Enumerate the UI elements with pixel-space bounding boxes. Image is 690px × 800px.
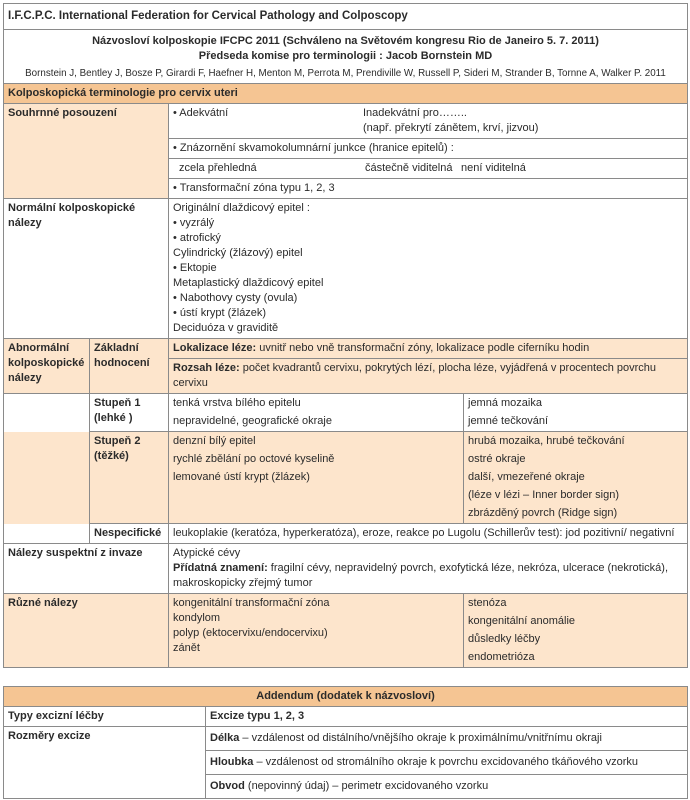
zakladni-cell [169,339,688,394]
normalni-item: • Nabothovy cysty (ovula) [173,292,298,304]
pridatna-heading: Přídatná znamení: [173,562,268,574]
delka-text: – vzdálenost od distálního/vnějšího okraje k proximálnímu/vnitřnímu okraji [239,732,602,744]
hloubka-heading: Hloubka [210,756,254,768]
rozmery-label: Rozměry excize [4,727,206,799]
stupen2-right-item: (léze v lézi – Inner border sign) [468,489,620,501]
stupen1-right-item: jemné tečkování [468,415,549,427]
stupen1-left-item: tenká vrstva bílého epitelu [173,397,301,409]
normalni-item: Metaplastický dlaždicový epitel [173,277,324,289]
normalni-item: Cylindrický (žlázový) epitel [173,247,303,259]
hloubka [206,751,688,775]
stupen2-right-item: zbrázděný povrch (Ridge sign) [468,507,618,519]
normalni-item: • vyzrálý [173,217,215,229]
ruzne-left-item: kongenitální transformační zóna [173,597,330,609]
normalni-item: • ústí krypt (žlázek) [173,307,267,319]
stupen2-right-item: hrubá mozaika, hrubé tečkování [468,435,625,447]
abnormalni-spacer [4,432,90,524]
row-label-suspektni: Nálezy suspektní z invaze [4,544,169,594]
rozsah [169,359,687,393]
rozsah-heading: Rozsah léze: [173,362,240,374]
abnormalni-spacer [4,524,90,544]
addendum-table [3,686,688,799]
typy-label: Typy excizní léčby [4,707,206,727]
rozsah-text: počet kvadrantů cervixu, pokrytých lézí, plocha léze, vyjádřená v procentech povrchu cervixu [173,362,657,389]
stupen2-right-item: ostré okraje [468,453,526,465]
ruzne-left [169,594,464,668]
authors: Bornstein J, Bentley J, Bosze P, Girardi F, Haefner H, Menton M, Perrota M, Prendiville W, Russell P, Sideri M, Strander B, Tornne A, Walker P. 2011 [25,68,666,79]
row-label-ruzne: Různé nálezy [4,594,169,668]
obvod-heading: Obvod [210,780,245,792]
abnormalni-spacer [4,394,90,432]
ruzne-right-item: endometrióza [468,651,535,663]
ruzne-right-item: stenóza [468,597,507,609]
typy-value: Excize typu 1, 2, 3 [206,707,688,727]
lokalizace [169,339,687,359]
inadekvatni-block [363,106,538,136]
tz: • Transformační zóna typu 1, 2, 3 [169,179,688,199]
neni: není viditelná [461,162,526,174]
org-title: I.F.C.P.C. International Federation for Cervical Pathology and Colposcopy [4,4,688,30]
zcela: zcela přehledná [179,162,257,174]
section-title: Kolposkopická terminologie pro cervix uteri [4,84,688,104]
obvod [206,775,688,799]
pridatna-znameni [173,561,683,591]
terminology-table [3,3,688,668]
label-nespecificke: Nespecifické [90,524,169,544]
stupen1-right [464,394,688,432]
addendum-title: Addendum (dodatek k názvosloví) [4,687,688,707]
obvod-text: (nepovinný údaj) – perimetr excidovaného vzorku [244,780,489,792]
nespecificke-text: leukoplakie (keratóza, hyperkeratóza), eroze, reakce po Lugolu (Schillerův test): jod pozitivní/ negativní [169,524,688,544]
stupen2-left-item: lemované ústí krypt (žlázek) [173,471,310,483]
ruzne-left-item: zánět [173,642,200,654]
normalni-list [169,199,688,339]
stupen2-left [169,432,464,524]
adekvatni: • Adekvátní [173,107,229,119]
delka [206,727,688,751]
znazorneni: • Znázornění skvamokolumnární junkce (hranice epitelů) : [169,139,688,159]
row-label-abnormalni: Abnormální kolposkopické nálezy [4,339,90,394]
delka-heading: Délka [210,732,240,744]
stupen1-left [169,394,464,432]
normalni-item: • Ektopie [173,262,217,274]
row-label-souhrnne: Souhrnné posouzení [4,104,169,199]
label-stupen2: Stupeň 2 (těžké) [90,432,169,524]
ruzne-right [464,594,688,668]
atypicke-cevy: Atypické cévy [173,547,241,559]
adekvatni-cell [169,104,688,139]
inadekvatni-note: (např. překrytí zánětem, krví, jizvou) [363,122,539,134]
header-line-2: Předseda komise pro terminologii : Jacob Bornstein MD [198,50,493,62]
lokalizace-heading: Lokalizace léze: [173,342,257,354]
row-label-normalni: Normální kolposkopické nálezy [4,199,169,339]
stupen2-right [464,432,688,524]
ruzne-right-item: důsledky léčby [468,633,541,645]
normalni-item: Originální dlaždicový epitel : [173,202,310,214]
suspektni-cell [169,544,688,594]
stupen1-left-item: nepravidelné, geografické okraje [173,415,332,427]
hloubka-text: – vzdálenost od stromálního okraje k povrchu excidovaného tkáňového vzorku [253,756,639,768]
castecne: částečně viditelná [365,162,453,174]
viditelnost-cell [169,159,688,179]
inadekvatni: Inadekvátní pro…….. [363,107,467,119]
stupen2-left-item: denzní bílý epitel [173,435,256,447]
ruzne-left-item: kondylom [173,612,221,624]
label-zakladni: Základní hodnocení [90,339,169,394]
normalni-item: • atrofický [173,232,221,244]
ruzne-right-item: kongenitální anomálie [468,615,576,627]
pridatna-text: fragilní cévy, nepravidelný povrch, exofytická léze, nekróza, ulcerace (nekrotická), makroskopicky zřejmý tumor [173,562,669,589]
header-block [4,30,688,84]
normalni-item: Deciduóza v graviditě [173,322,279,334]
lokalizace-text: uvnitř nebo vně transformační zóny, lokalizace podle ciferníku hodin [256,342,590,354]
label-stupen1: Stupeň 1 (lehké ) [90,394,169,432]
stupen2-left-item: rychlé zbělání po octové kyselině [173,453,335,465]
header-line-1: Názvosloví kolposkopie IFCPC 2011 (Schváleno na Světovém kongresu Rio de Janeiro 5. 7. 2011) [92,35,599,47]
ruzne-left-item: polyp (ektocervixu/endocervixu) [173,627,328,639]
stupen1-right-item: jemná mozaika [468,397,542,409]
stupen2-right-item: další, vmezeřené okraje [468,471,585,483]
